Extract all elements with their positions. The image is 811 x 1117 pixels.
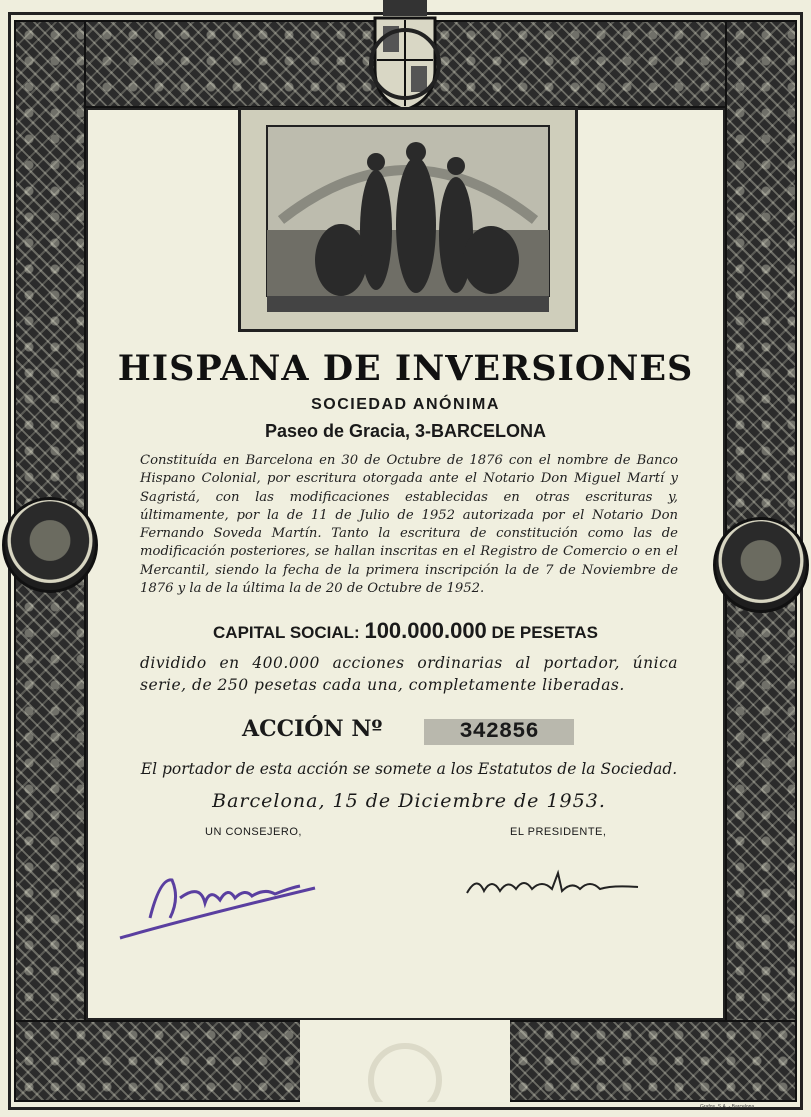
bearer-statement: El portador de esta acción se somete a los Estatutos de la Sociedad. bbox=[140, 760, 678, 778]
signature-label-president: EL PRESIDENTE, bbox=[510, 826, 607, 838]
constitution-paragraph: Constituída en Barcelona en 30 de Octubre de 1876 con el nombre de Banco Hispano Colonial, por escritura otorgada ante el Notario Don Miguel Martí y Sagristá, con las modificaciones establecidas en otras escrituras y, últimamente, por la de 11 de Julio de 1952 autorizada por el Notario Don Fernando Soveda Martín. Tanto la escritura de constitución como las de modificación posteriores, se hallan inscritas en el Registro de Comercio o en el Mercantil, siendo la fecha de la primera inscripción la de 7 de Noviembre de 1876 y la de la última la de 20 de Octubre de 1952. bbox=[140, 453, 678, 597]
place-date: Barcelona, 15 de Diciembre de 1953. bbox=[212, 790, 606, 812]
company-name: HISPANA DE INVERSIONES bbox=[117, 348, 694, 389]
share-label: ACCIÓN Nº bbox=[242, 716, 383, 742]
allegory-figures-icon bbox=[241, 110, 575, 329]
share-number: 342856 bbox=[424, 719, 574, 745]
director-signature-icon bbox=[110, 858, 330, 948]
capital-amount: 100.000.000 bbox=[364, 618, 487, 643]
company-type: SOCIEDAD ANÓNIMA bbox=[311, 396, 500, 413]
company-address: Paseo de Gracia, 3-BARCELONA bbox=[264, 421, 547, 441]
capital-line bbox=[86, 618, 725, 644]
medallion-balboa-icon bbox=[713, 517, 809, 613]
medallion-columbus-icon bbox=[2, 497, 98, 593]
capital-label: CAPITAL SOCIAL: bbox=[213, 623, 360, 642]
signature-label-director: UN CONSEJERO, bbox=[205, 826, 302, 838]
allegorical-vignette bbox=[238, 107, 578, 332]
watermark-area bbox=[300, 1020, 510, 1102]
division-paragraph: dividido en 400.000 acciones ordinarias al portador, única serie, de 250 pesetas cada una, completamente liberadas. bbox=[140, 654, 678, 694]
printer-imprint: Grafos, S.A. - Barcelona bbox=[700, 1104, 755, 1110]
watermark-monogram-icon bbox=[300, 1020, 510, 1102]
president-signature-icon bbox=[462, 865, 652, 905]
capital-currency: DE PESETAS bbox=[491, 623, 598, 642]
